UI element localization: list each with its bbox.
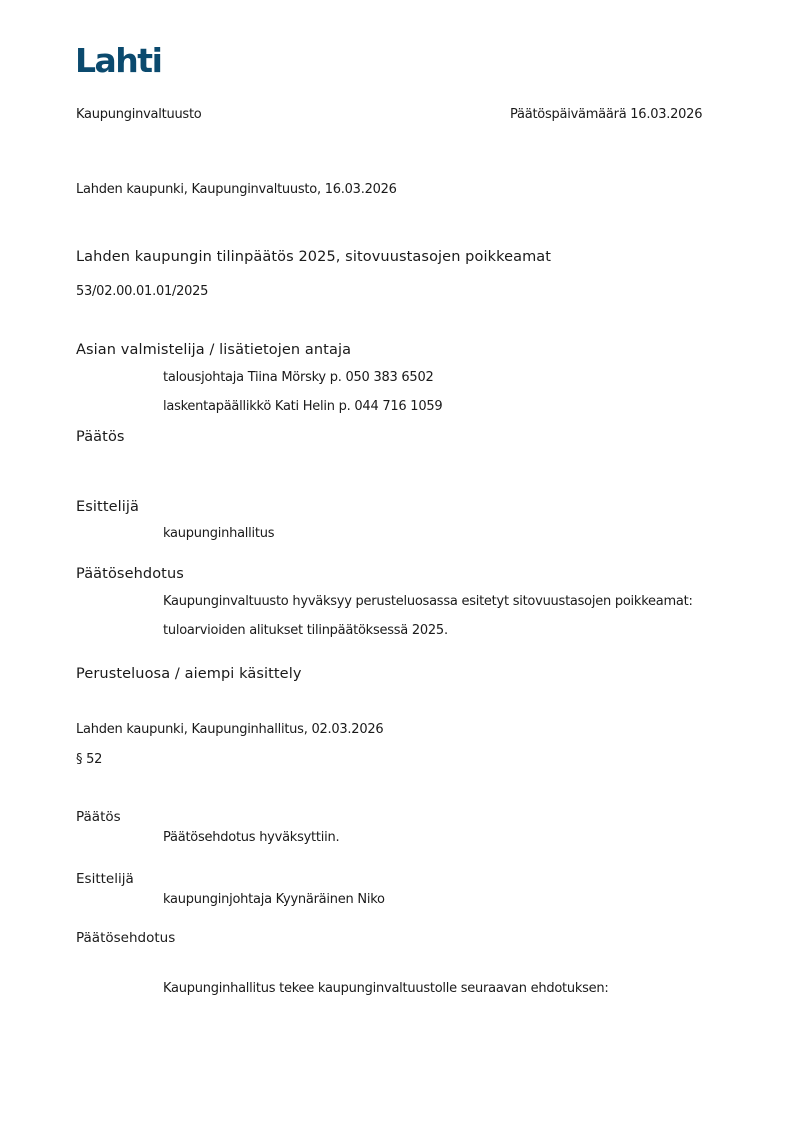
preparer-person-2: laskentapäällikkö Kati Helin p. 044 716 1059	[163, 399, 443, 414]
previous-proposal-text: Kaupunginhallitus tekee kaupunginvaltuustolle seuraavan ehdotuksen:	[163, 981, 609, 996]
decision-heading: Päätös	[76, 429, 125, 445]
preparer-person-1: talousjohtaja Tiina Mörsky p. 050 383 6502	[163, 370, 434, 385]
organ-name: Kaupunginvaltuusto	[76, 107, 202, 122]
document-title: Lahden kaupungin tilinpäätös 2025, sitovuustasojen poikkeamat	[76, 249, 552, 265]
proposal-line-1: Kaupunginvaltuusto hyväksyy perusteluosassa esitetyt sitovuustasojen poikkeamat:	[163, 594, 693, 609]
previous-proposal-heading: Päätösehdotus	[76, 930, 176, 946]
proposal-heading: Päätösehdotus	[76, 566, 184, 582]
previous-decision-heading: Päätös	[76, 809, 121, 825]
previous-meeting-line: Lahden kaupunki, Kaupunginhallitus, 02.03.2026	[76, 722, 384, 737]
background-heading: Perusteluosa / aiempi käsittely	[76, 666, 302, 682]
diary-number: 53/02.00.01.01/2025	[76, 284, 209, 299]
decision-date: Päätöspäivämäärä 16.03.2026	[510, 107, 703, 122]
preparer-heading: Asian valmistelija / lisätietojen antaja	[76, 342, 352, 358]
proposal-line-2: tuloarvioiden alitukset tilinpäätöksessä 2025.	[163, 623, 448, 638]
presenter-value: kaupunginhallitus	[163, 526, 275, 541]
previous-section: § 52	[76, 752, 103, 767]
lahti-logo: Lahti	[75, 41, 162, 80]
presenter-heading: Esittelijä	[76, 499, 140, 515]
previous-presenter-heading: Esittelijä	[76, 871, 134, 887]
previous-decision-value: Päätösehdotus hyväksyttiin.	[163, 830, 340, 845]
previous-presenter-value: kaupunginjohtaja Kyynäräinen Niko	[163, 892, 385, 907]
meeting-line: Lahden kaupunki, Kaupunginvaltuusto, 16.03.2026	[76, 182, 397, 197]
